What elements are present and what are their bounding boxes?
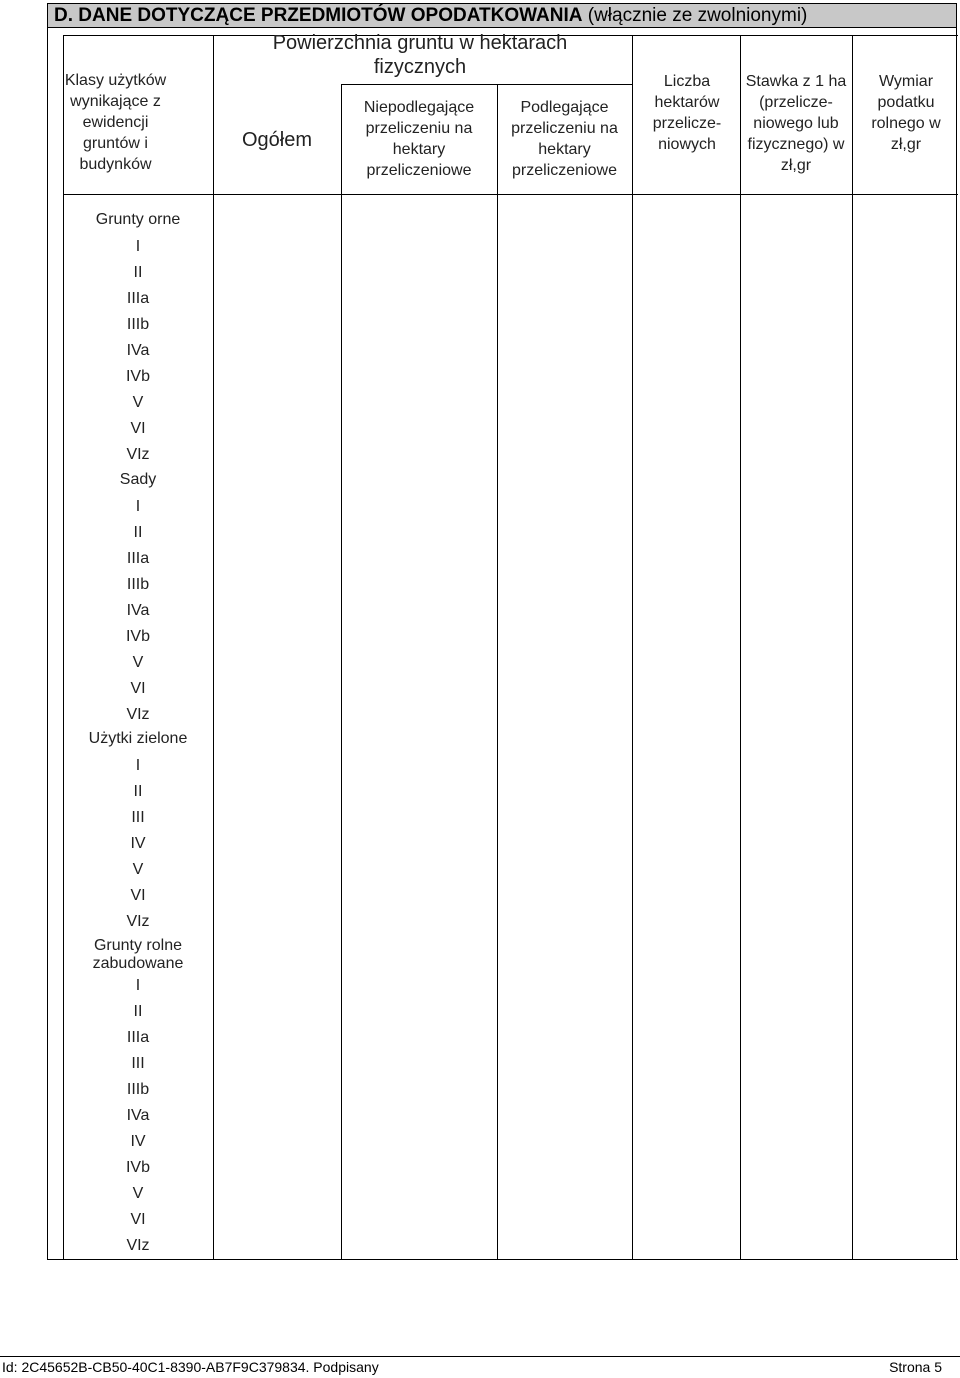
row-class-label: IV (130, 835, 146, 852)
row-class-label: VIz (126, 446, 150, 463)
row-class-label: VIz (126, 913, 150, 930)
row-class-label: VIz (126, 1237, 150, 1254)
header-rate: Stawka z 1 ha (przelicze-niowego lub fizycznego) w zł,gr (745, 73, 847, 174)
section-title-bold: D. DANE DOTYCZĄCE PRZEDMIOTÓW OPODATKOWANIA (54, 5, 583, 26)
col-divider (341, 84, 342, 1260)
row-class-label: V (132, 394, 144, 411)
row-class-label: IVa (126, 1107, 150, 1124)
row-group-heading: Sady (119, 471, 157, 488)
row-class-label: V (132, 654, 144, 671)
row-class-label: IVb (125, 1159, 150, 1176)
header-total: Ogółem (241, 129, 313, 151)
row-class-label: IVa (126, 602, 150, 619)
row-group-heading: Grunty rolne zabudowane (92, 937, 184, 972)
row-class-label: IIIb (126, 576, 150, 593)
col-divider (852, 35, 853, 1260)
row-class-label: V (132, 1185, 144, 1202)
row-class-label: II (133, 524, 143, 541)
row-class-label: IIIa (126, 550, 150, 567)
row-class-label: VI (130, 1211, 146, 1228)
row-class-label: III (131, 1055, 145, 1072)
row-class-label: I (135, 498, 141, 515)
row-class-label: IIIa (126, 1029, 150, 1046)
row-class-label: VI (130, 420, 146, 437)
row-class-label: IV (130, 1133, 146, 1150)
row-class-label: I (135, 977, 141, 994)
row-class-label: IVb (125, 368, 150, 385)
row-class-label: II (133, 783, 143, 800)
header-bottom-line (63, 194, 958, 195)
row-class-label: IIIa (126, 290, 150, 307)
row-class-label: IIIb (126, 316, 150, 333)
col-divider (497, 84, 498, 1260)
area-group-line (341, 84, 632, 85)
col-divider (740, 35, 741, 1260)
section-title-note: (włącznie ze zwolnionymi) (582, 5, 808, 26)
header-not-convertible: Niepodlegające przeliczeniu na hektary przeliczeniowe (363, 99, 475, 179)
row-class-label: I (135, 757, 141, 774)
row-class-label: I (135, 238, 141, 255)
row-class-label: IVb (125, 628, 150, 645)
page-number: Strona 5 (889, 1359, 942, 1375)
header-convertible: Podlegające przeliczeniu na hektary przeliczeniowe (511, 99, 618, 179)
row-class-label: II (133, 1003, 143, 1020)
row-group-heading: Grunty orne (95, 211, 181, 228)
header-tax: Wymiar podatku rolnego w zł,gr (871, 73, 941, 153)
table-bottom-line (63, 1259, 958, 1260)
col-divider (632, 35, 633, 1260)
row-class-label: II (133, 264, 143, 281)
row-class-label: IIIb (126, 1081, 150, 1098)
section-title (47, 3, 957, 27)
col-divider (213, 35, 214, 1260)
row-class-label: VIz (126, 706, 150, 723)
row-class-label: VI (130, 887, 146, 904)
row-group-heading: Użytki zielone (88, 730, 188, 747)
row-class-label: V (132, 861, 144, 878)
header-hectare-count: Liczba hektarów przelicze-niowych (652, 73, 722, 153)
page-footer (0, 1356, 960, 1378)
document-id: Id: 2C45652B-CB50-40C1-8390-AB7F9C379834. Podpisany (2, 1359, 379, 1375)
row-class-label: III (131, 809, 145, 826)
header-area-group: Powierzchnia gruntu w hektarach fizycznych (272, 32, 568, 78)
header-classes: Klasy użytków wynikające z ewidencji gruntów i budynków (64, 72, 167, 173)
row-class-label: VI (130, 680, 146, 697)
row-class-label: IVa (126, 342, 150, 359)
